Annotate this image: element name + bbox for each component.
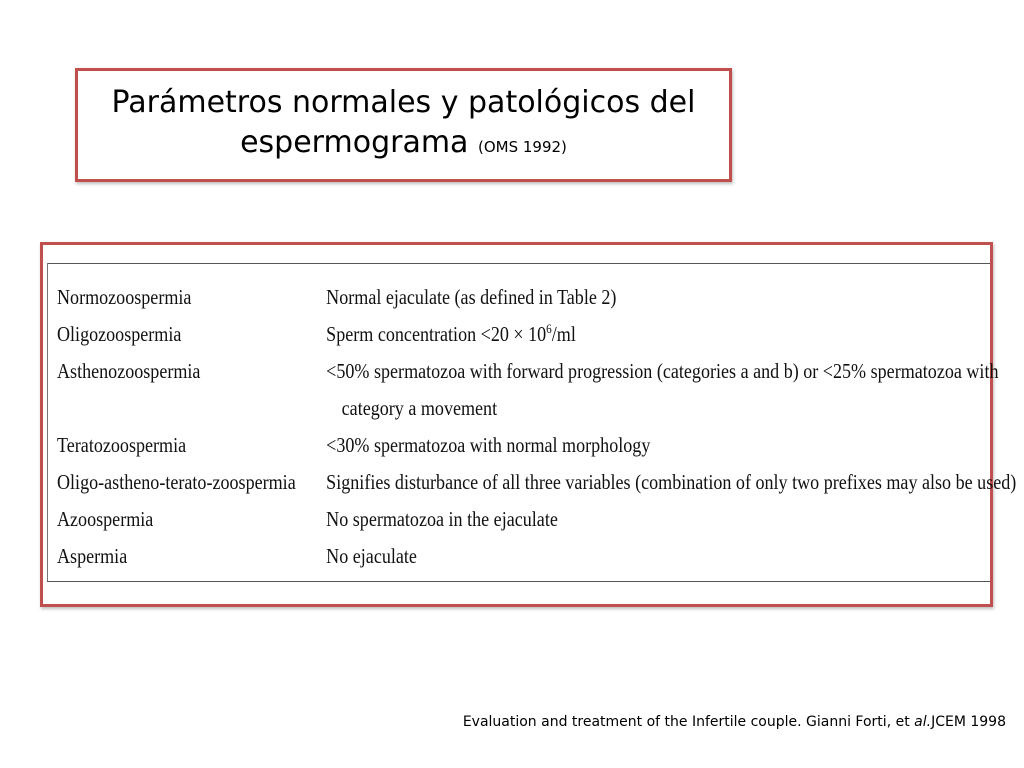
table-row [57, 316, 986, 353]
title-line-1: Parámetros normales y patológicos del [111, 85, 696, 120]
definition-continuation: category a movement [341, 396, 498, 420]
definition-cell: Normal ejaculate (as defined in Table 2) [326, 285, 617, 309]
table-left-edge [47, 263, 48, 581]
exponent: 6 [546, 321, 552, 336]
definition-cell: No ejaculate [326, 544, 417, 568]
title-source: (OMS 1992) [477, 138, 567, 156]
term-cell: Teratozoospermia [57, 433, 187, 457]
definition-cell: No spermatozoa in the ejaculate [326, 507, 558, 531]
table-row [57, 427, 986, 464]
table-row [57, 353, 999, 390]
definition-unit: /ml [551, 322, 576, 346]
citation-italic: al. [914, 714, 932, 730]
definition-cell: Signifies disturbance of all three variables (combination of only two prefixes may also be used) [326, 470, 1017, 494]
term-cell-empty [57, 390, 326, 427]
definition-cell [326, 316, 986, 353]
table-row [57, 464, 1017, 501]
title-line-2 [240, 123, 567, 167]
table-row-continuation [57, 390, 986, 427]
term-cell: Normozoospermia [57, 285, 192, 309]
definition-text: Sperm concentration <20 × 10 [326, 322, 547, 346]
definition-cell: <50% spermatozoa with forward progression (categories a and b) or <25% spermatozoa with [326, 359, 999, 383]
citation [463, 714, 1006, 730]
table-row [57, 538, 986, 575]
definition-cell: <30% spermatozoa with normal morphology [326, 433, 651, 457]
table-row [57, 279, 986, 316]
table-bottom-rule [47, 581, 990, 582]
title-box [75, 68, 732, 182]
table-row [57, 501, 986, 538]
term-cell: Aspermia [57, 544, 128, 568]
definitions-table [40, 242, 1017, 607]
citation-text: Evaluation and treatment of the Infertile couple. Gianni Forti, et [462, 714, 915, 730]
term-cell: Azoospermia [57, 507, 154, 531]
term-cell: Asthenozoospermia [57, 359, 201, 383]
table-top-rule [47, 263, 990, 264]
title-word: espermograma [240, 125, 469, 160]
citation-journal: JCEM 1998 [931, 714, 1006, 730]
term-cell: Oligo-astheno-terato-zoospermia [57, 470, 296, 494]
table-rows [57, 279, 1017, 575]
term-cell: Oligozoospermia [57, 322, 182, 346]
